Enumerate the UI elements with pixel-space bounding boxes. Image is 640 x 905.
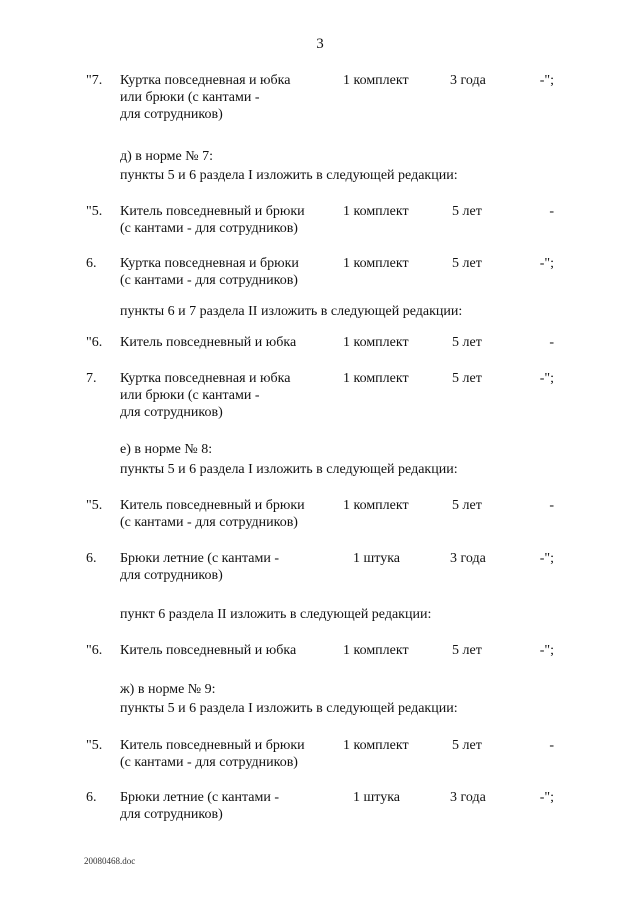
instruction-paragraph: пункты 5 и 6 раздела I изложить в следующей редакции: — [120, 462, 458, 477]
item-number: "7. — [86, 73, 103, 88]
item-closing-mark: -"; — [539, 643, 554, 658]
item-quantity: 1 комплект — [343, 256, 409, 271]
item-closing-mark: - — [549, 335, 554, 350]
instruction-paragraph: е) в норме № 8: — [120, 442, 213, 457]
page-number: 3 — [316, 36, 324, 52]
item-name: Куртка повседневная и брюки (с кантами - для сотрудников) — [120, 256, 299, 288]
item-quantity: 1 комплект — [343, 335, 409, 350]
item-quantity: 1 комплект — [343, 498, 409, 513]
instruction-paragraph: д) в норме № 7: — [120, 149, 213, 164]
item-closing-mark: -"; — [539, 371, 554, 386]
item-number: "5. — [86, 498, 103, 513]
item-quantity: 1 комплект — [343, 643, 409, 658]
item-wear-term: 3 года — [450, 790, 486, 805]
item-quantity: 1 комплект — [343, 204, 409, 219]
item-number: 6. — [86, 790, 97, 805]
instruction-paragraph: пункты 6 и 7 раздела II изложить в следующей редакции: — [120, 304, 463, 319]
item-wear-term: 3 года — [450, 73, 486, 88]
instruction-paragraph: пункты 5 и 6 раздела I изложить в следующей редакции: — [120, 701, 458, 716]
item-closing-mark: - — [549, 738, 554, 753]
item-name: Китель повседневный и брюки (с кантами - для сотрудников) — [120, 738, 305, 770]
item-wear-term: 5 лет — [452, 498, 482, 513]
item-number: 6. — [86, 256, 97, 271]
item-wear-term: 5 лет — [452, 371, 482, 386]
item-name: Брюки летние (с кантами - для сотрудников) — [120, 551, 279, 583]
instruction-paragraph: пункты 5 и 6 раздела I изложить в следующей редакции: — [120, 168, 458, 183]
item-wear-term: 5 лет — [452, 738, 482, 753]
item-quantity: 1 штука — [353, 551, 401, 566]
item-name: Китель повседневный и юбка — [120, 335, 297, 350]
item-quantity: 1 комплект — [343, 371, 409, 386]
item-wear-term: 5 лет — [452, 204, 482, 219]
instruction-paragraph: пункт 6 раздела II изложить в следующей редакции: — [120, 607, 432, 622]
item-closing-mark: -"; — [539, 551, 554, 566]
item-number: "6. — [86, 335, 103, 350]
item-wear-term: 3 года — [450, 551, 486, 566]
item-quantity: 1 комплект — [343, 738, 409, 753]
item-closing-mark: - — [549, 498, 554, 513]
item-name: Китель повседневный и юбка — [120, 643, 297, 658]
item-wear-term: 5 лет — [452, 335, 482, 350]
item-name: Куртка повседневная и юбка или брюки (с кантами - для сотрудников) — [120, 73, 291, 122]
item-name: Брюки летние (с кантами - для сотрудников) — [120, 790, 279, 822]
item-name: Куртка повседневная и юбка или брюки (с кантами - для сотрудников) — [120, 371, 291, 420]
item-name: Китель повседневный и брюки (с кантами - для сотрудников) — [120, 498, 305, 530]
item-number: "6. — [86, 643, 103, 658]
item-closing-mark: - — [549, 204, 554, 219]
file-name-footer: 20080468.doc — [84, 856, 136, 866]
item-wear-term: 5 лет — [452, 643, 482, 658]
item-number: 6. — [86, 551, 97, 566]
item-name: Китель повседневный и брюки (с кантами - для сотрудников) — [120, 204, 305, 236]
item-wear-term: 5 лет — [452, 256, 482, 271]
item-closing-mark: -"; — [539, 790, 554, 805]
instruction-paragraph: ж) в норме № 9: — [120, 682, 216, 697]
item-closing-mark: -"; — [539, 73, 554, 88]
item-quantity: 1 комплект — [343, 73, 409, 88]
item-closing-mark: -"; — [539, 256, 554, 271]
item-number: "5. — [86, 738, 103, 753]
item-number: 7. — [86, 371, 97, 386]
item-number: "5. — [86, 204, 103, 219]
item-quantity: 1 штука — [353, 790, 401, 805]
